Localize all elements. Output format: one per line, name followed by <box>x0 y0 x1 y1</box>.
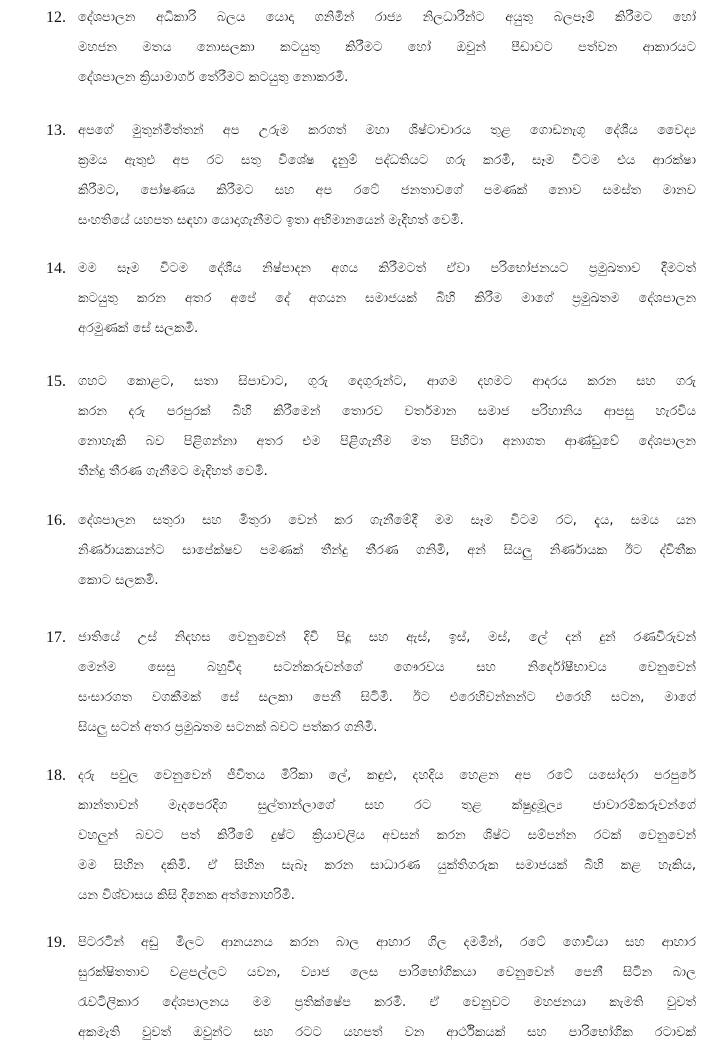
clause-number: 12. <box>46 9 66 26</box>
clause-line: සංහතියේ යහපත සඳහා යොදාගැනීමට ඉතා අභිමානයෙන් මැදිහත් වෙමි. <box>78 213 464 228</box>
clause-line: නිර්ණායකයන්ට සාපේක්ෂව පමණක් තීන්දු තීරණ ගනිමි, අන් සියලු නිර්ණායක ඊට ද්විතීක <box>78 543 696 558</box>
clause-line: මහජන මතය නොසලකා කටයුතු කිරීමට හෝ ඔවුන් පීඩාවට පත්වන ආකාරයට <box>78 40 696 55</box>
clause-number: 18. <box>46 767 66 784</box>
clause-number: 19. <box>46 934 66 951</box>
clause-line: සංසාරගත වගකීමක් සේ සලකා පෙනී සිටිමි. ඊට එරෙහිවන්නන්ට එරෙහි සටන, මාගේ <box>78 690 696 705</box>
clause-line: අරමුණක් සේ සලකමි. <box>78 321 199 336</box>
clause-line: ජාතියේ උස් නිදහස වෙනුවෙන් දිවි පිදූ සහ ඇස්, ඉස්, මස්, ලේ දන් දුන් රණවිරුවන් <box>78 630 696 645</box>
clause-number: 13. <box>46 122 66 139</box>
clause-line: සියලු සටන් අතර ප්‍රමුඛතම සටනක් බවට පත්කර ගනිමි. <box>78 720 378 735</box>
clause-line: දේශපාලන සතුරා සහ මිතුරා වෙන් කර ගැනීමේදී මම සෑම විටම රට, දැය, සමය යන <box>78 513 696 528</box>
clause-line: පිටරටින් අඩු මිලට ආනයනය කරන බාල ආහාර ගිල දමමින්, රටේ ගොවියා සහ ආහාර <box>78 935 696 950</box>
clause-line: මෙන්ම සෙසු බහුවිද සටන්කරුවන්ගේ ගෞරවය සහ නිර්දෝෂීභාවය වෙනුවෙන් <box>78 660 696 675</box>
clause-line: ක්‍රමය ඇතුළු අප රට සතු විශේෂ දැනුම් පද්ධතියට ගරු කරමි, සෑම විටම එය ආරක්ෂා <box>78 153 696 168</box>
clause-line: කරන දරු පරපුරක් බිහි කිරීමෙන් තොරව වර්තමාන සමාජ පරිහානිය ආපසු හැරවිය <box>78 404 696 419</box>
clause-line: මම සෑම විටම දේශීය නිෂ්පාදන අගය කිරීමටත් ඒවා පරිභෝජනයට ප්‍රමුඛතාව දීමටත් <box>78 261 696 276</box>
clause-line: දරු පවුල වෙනුවෙන් ජීවිතය මිරිකා ලේ, කඳුළු, දහදිය හෙළන අප රටේ යසෝදරා පරපුරේ <box>78 768 696 783</box>
clause-number: 17. <box>46 629 66 646</box>
clause-number: 16. <box>46 512 66 529</box>
clause-line: තීන්දු තීරණ ගැනීමට මැදිහත් වෙමි. <box>78 464 268 479</box>
clause-line: වහලුන් බවට පත් කිරීමේ දුෂ්ට ක්‍රියාවලිය අවසන් කරන ශිෂ්ට සම්පන්න රටක් වෙනුවෙන් <box>78 828 696 843</box>
clause-line: කටයුතු කරන අතර අපේ දේ අගයන සමාජයක් බිහි කිරීම මාගේ ප්‍රමුඛතම දේශපාලන <box>78 291 696 306</box>
clause-line: ගහට කොළට, සතා සිපාවාට, ගුරු දෙගුරුන්ට, ආගම දහමට ආදරය කරන සහ ගරු <box>78 374 696 389</box>
clause-line: කොට සලකමි. <box>78 573 159 588</box>
clause-number: 14. <box>46 260 66 277</box>
clause-line: සුරක්ෂිතතාව වළපල්ලට යවන, ව්‍යාජ ලෙස පාරිභෝගිකයා වෙනුවෙන් පෙනී සිටින බාල <box>78 965 696 980</box>
clause-number: 15. <box>46 373 66 390</box>
clause-line: මම සිහින දකිමි. ඒ සිහින සැබෑ කරන සාධාරණ යුක්තිගරුක සමාජයක් බිහි කළ හැකිය, <box>78 858 696 873</box>
clause-line: නොහැකි බව පිළිගන්නා අතර එම පිළිගැනීම මත පිහිටා අනාගත ආණ්ඩුවේ දේශපාලන <box>78 434 696 449</box>
clause-line: කිරීමට, පෝෂණය කිරීමට සහ අප රටේ ජනතාවගේ පමණක් නොව සමස්ත මානව <box>78 183 696 198</box>
clause-line: අකමැති වුවත් ඔවුන්ට සහ රටට යහපත් වන ආර්ථිකයක් සහ පාරිභෝගික රටාවක් <box>78 1025 696 1040</box>
clause-line: දේශපාලන අධිකාරි බලය යොදා ගනිමින් රාජ්‍ය නිලධාරීන්ට අයුතු බලපෑම් කිරීමට හෝ <box>78 10 696 25</box>
clause-line: කාන්තාවන් මැදපෙරදිග සුල්තාන්ලාගේ සහ රට තුළ ක්ෂුද්‍රමූල්‍ය ජාවාරම්කරුවන්ගේ <box>78 798 696 813</box>
clause-line: දේශපාලන ක්‍රියාමාර්ග තේරීමට කටයුතු නොකරමි. <box>78 70 349 85</box>
clause-line: යන විශ්වාසය කිසි දිනෙක අත්නොහරිමි. <box>78 888 295 903</box>
clause-line: රැවටිලිකාර දේශපාලනය මම ප්‍රතික්ෂේප කරමි. ඒ වෙනුවට මහජනයා කැමති වුවත් <box>78 995 696 1010</box>
clause-line: අපගේ මුතුන්මිත්තන් අප උරුම කරගත් මහා ශිෂ්ටාචාරය තුළ ගොඩනැගූ දේශීය වෛද්‍ය <box>78 123 696 138</box>
